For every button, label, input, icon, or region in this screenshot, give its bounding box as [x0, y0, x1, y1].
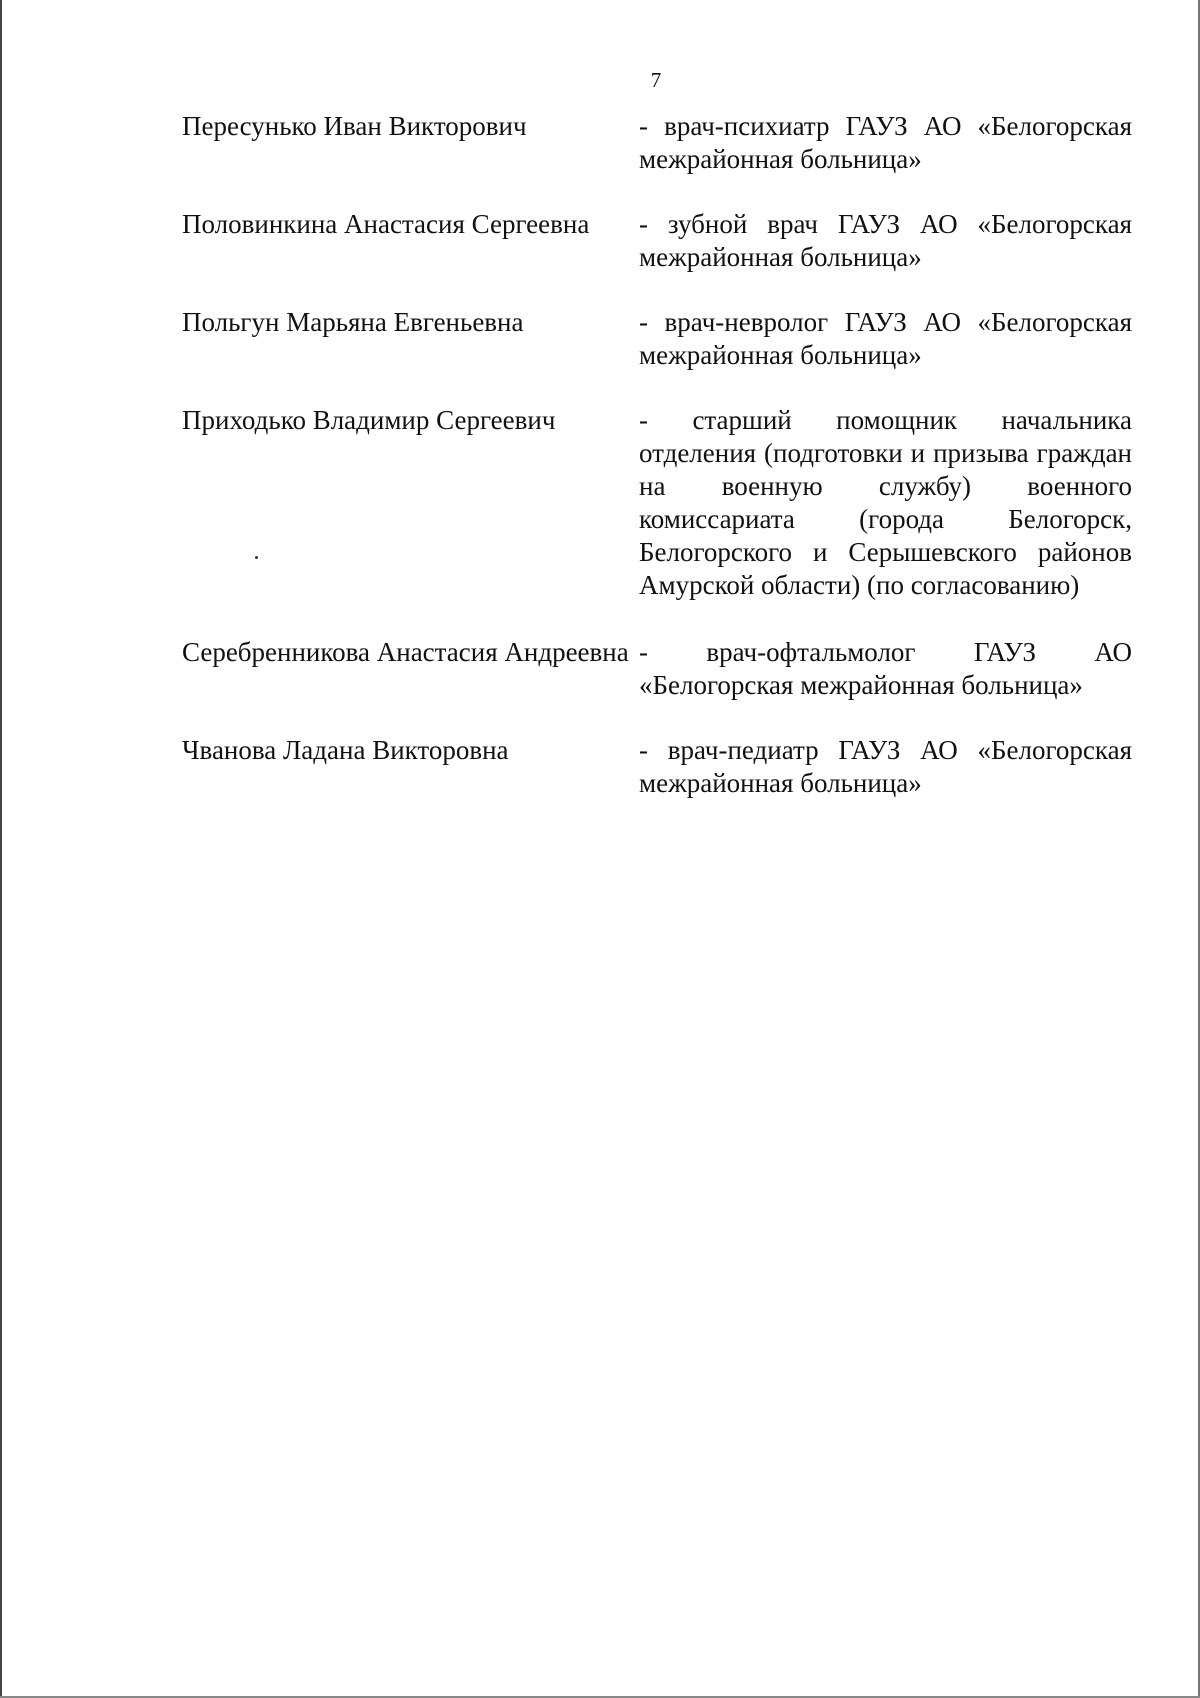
- person-name: Половинкина Анастасия Сергеевна: [182, 209, 590, 239]
- scan-speck: [255, 556, 258, 559]
- person-role: - старший помощник начальника отделения (подготовки и призыва граждан на военную службу) военного комиссариата (города Белогорск, Белогорского и Серышевского районов Амурской области) (по согласованию): [639, 405, 1132, 600]
- person-name: Пересунько Иван Викторович: [182, 111, 527, 141]
- person-name: Приходько Владимир Сергеевич: [182, 405, 556, 435]
- person-name: Польгун Марьяна Евгеньевна: [182, 307, 524, 337]
- scan-edge-left: [0, 0, 2, 1698]
- person-role: - врач-психиатр ГАУЗ АО «Белогорская межрайонная больница»: [639, 111, 1132, 174]
- list-item: [182, 306, 1132, 372]
- person-role: - врач-невролог ГАУЗ АО «Белогорская межрайонная больница»: [639, 307, 1132, 370]
- page-number: 7: [650, 68, 662, 92]
- personnel-list: [182, 110, 1132, 832]
- list-item: [182, 208, 1132, 274]
- person-role: - врач-педиатр ГАУЗ АО «Белогорская межрайонная больница»: [639, 735, 1132, 798]
- person-name: Чванова Ладана Викторовна: [182, 735, 509, 765]
- person-name: Серебренникова Анастасия Андреевна: [182, 637, 629, 667]
- list-item: [182, 404, 1132, 602]
- person-role: - зубной врач ГАУЗ АО «Белогорская межрайонная больница»: [639, 209, 1132, 272]
- list-item: [182, 636, 1132, 702]
- person-role: - врач-офтальмолог ГАУЗ АО «Белогорская межрайонная больница»: [639, 637, 1132, 700]
- list-item: [182, 734, 1132, 800]
- list-item: [182, 110, 1132, 176]
